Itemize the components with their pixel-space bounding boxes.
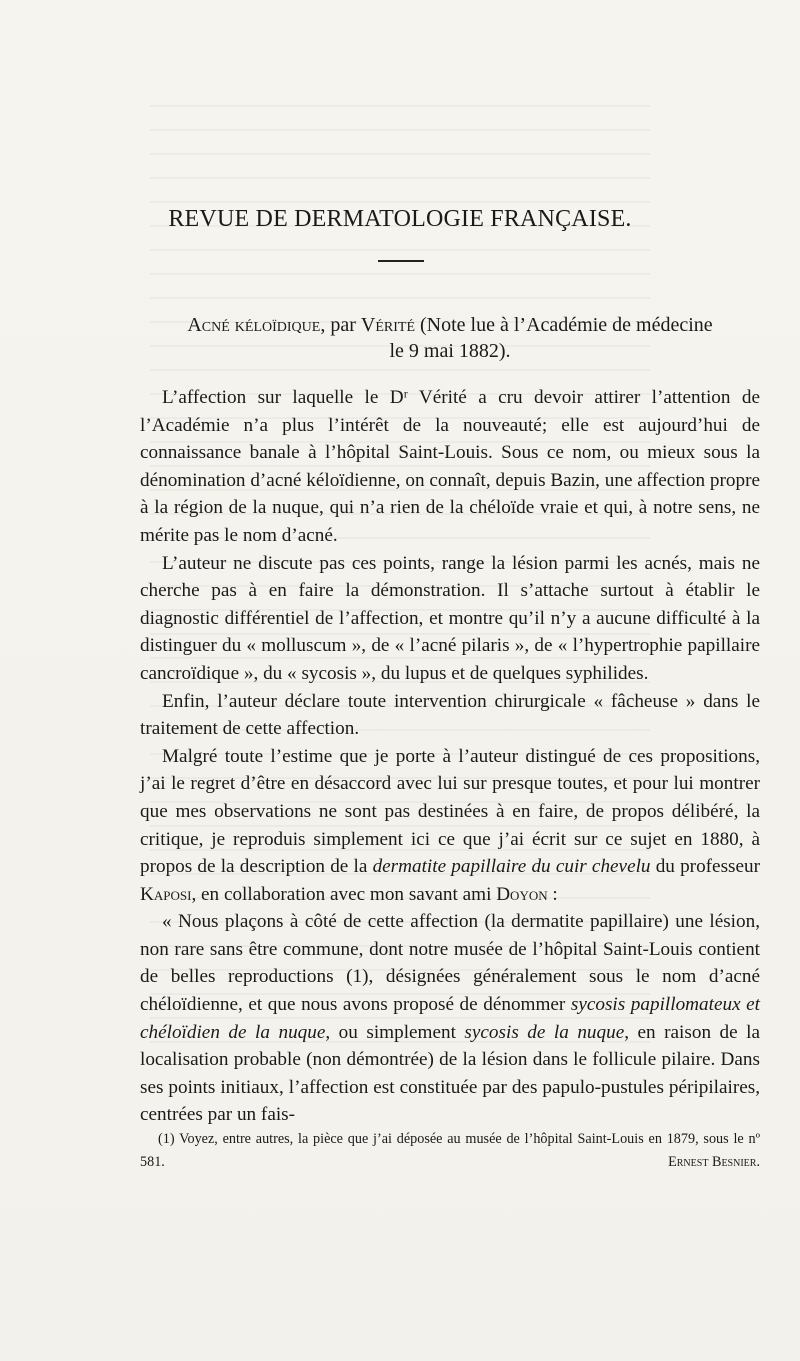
p5-mid: , ou simplement — [325, 1021, 465, 1043]
paragraph-4 — [140, 743, 760, 909]
p4-post: : — [547, 883, 558, 905]
paragraph-1: L’affection sur laquelle le Dʳ Vérité a cru devoir attirer l’attention de l’Académie n’a plus l’intérêt de la nouveauté; elle est aujourd’hui de connaissance banale à l’hôpital Saint-Louis. Sous ce nom, ou mieux sous la dénomination d’acné kéloïdienne, on connaît, depuis Bazin, une affection propre à la région de la nuque, qui n’a rien de la chéloïde vraie et qui, à notre sens, ne mérite pas le nom d’acné. — [140, 387, 760, 546]
p4-doyon: Doyon — [496, 883, 548, 905]
heading-name: Acné kéloïdique, — [187, 314, 326, 336]
p4-mid2: , en collaboration avec mon savant ami — [191, 883, 497, 905]
p4-mid: du professeur — [650, 856, 761, 878]
p5-italic2: sycosis de la nuque — [464, 1021, 625, 1043]
footnote-text: (1) Voyez, entre autres, la pièce que j’ai déposée au musée de l’hôpital Saint-Louis en 1879, sous le nº 581. — [140, 1131, 760, 1170]
p4-italic: dermatite papillaire du cuir chevelu — [372, 856, 651, 878]
heading-note-2: le 9 mai 1882). — [389, 340, 511, 362]
paragraph-3: Enfin, l’auteur déclare toute intervention chirurgicale « fâcheuse » dans le traitement de cette affection. — [140, 690, 760, 740]
p5-pre: « Nous plaçons à côté de cette affection (la dermatite papillaire) une lésion, non rare sans être commune, dont notre musée de l’hôpital Saint-Louis contient de belles reproductions (1), désignées généralement sous le nom d’acné chéloïdienne, et que nous avons proposé de dénommer — [140, 911, 760, 1016]
heading-line-1 — [140, 312, 760, 338]
p4-kaposi: Kaposi — [140, 883, 192, 905]
footnote-signature: Ernest Besnier. — [668, 1154, 760, 1170]
p4-pre: Malgré toute l’estime que je porte à l’auteur distingué de ces propositions, j’ai le regret d’être en désaccord avec lui sur presque toutes, et pour lui montrer que mes observations ne sont pas destinées à en faire, de propos délibéré, la critique, je reproduis simplement ici ce que j’ai écrit sur ce sujet en 1880, à propos de la description de la — [140, 745, 760, 878]
paragraph-2: L’auteur ne discute pas ces points, range la lésion parmi les acnés, mais ne cherche pas à en faire la démonstration. Il s’attache surtout à établir le diagnostic différentiel de l’affection, et montre qu’il n’y a aucune difficulté à la distinguer du « molluscum », de « l’acné pilaris », de « l’hypertrophie papillaire cancroïdique », du « sycosis », du lupus et de quelques syphilides. — [140, 552, 760, 684]
heading-note-1: (Note lue à l’Académie de médecine — [420, 314, 713, 336]
footnote — [140, 1128, 760, 1174]
page-title: REVUE DE DERMATOLOGIE FRANÇAISE. — [168, 206, 632, 232]
footnote-text-line — [140, 1128, 760, 1174]
heading-by: par — [330, 314, 356, 336]
p5-italic: sycosis papillomateux et chéloïdien de la nuque — [140, 994, 760, 1043]
p5-post: , en raison de la localisation probable (non démontrée) de la lésion dans le follicule pilaire. Dans ses points initiaux, l’affection est constituée par des papulo-pustules péripilaires, centrées par un fais- — [140, 1021, 761, 1126]
paragraph-5 — [140, 908, 760, 1129]
heading-author: Vérité — [360, 314, 415, 336]
article-body — [140, 384, 760, 1129]
article-heading — [140, 312, 760, 364]
title-rule — [378, 260, 424, 262]
